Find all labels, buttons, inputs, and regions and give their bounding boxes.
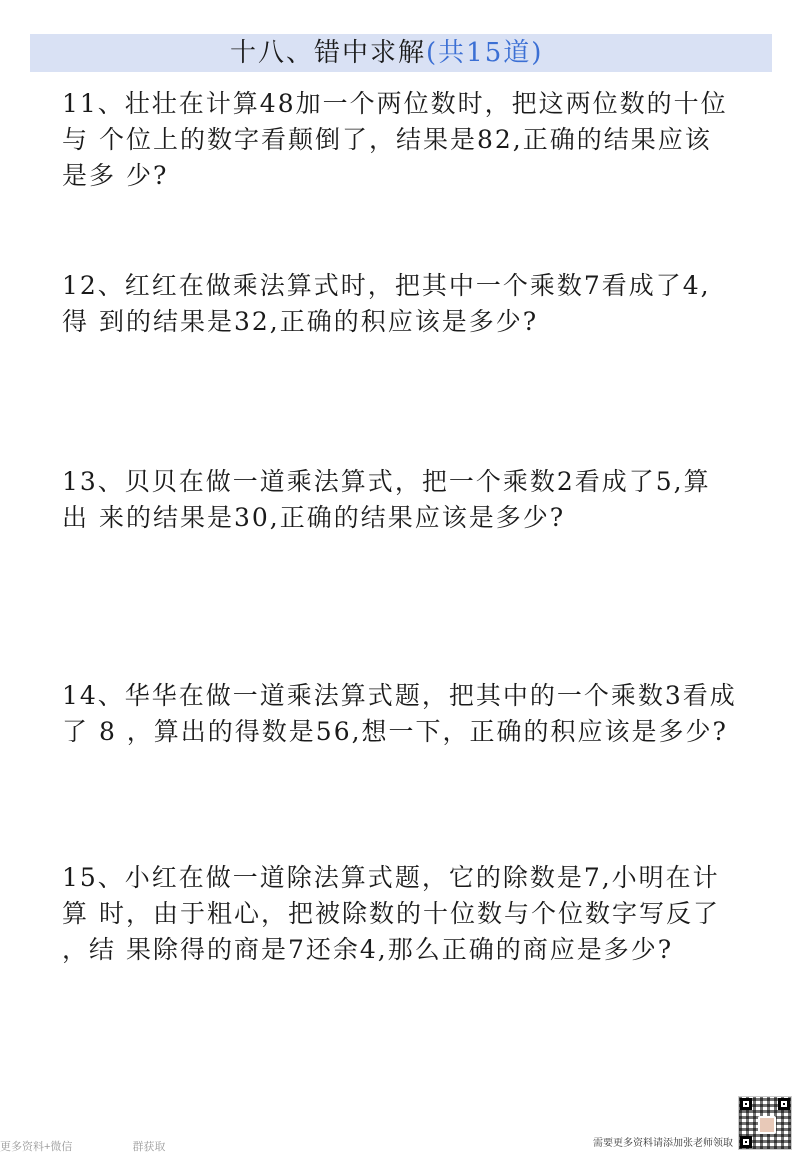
question-line: 是多 少?	[62, 161, 169, 190]
footer-left-text-a: 更多资料+微信	[0, 1141, 73, 1153]
title-count-text: (共15道)	[426, 38, 544, 68]
question-line: 了 8 ，算出的得数是56,想一下，正确的积应该是多少?	[62, 717, 728, 746]
question-11	[62, 86, 742, 194]
question-line: 得 到的结果是32,正确的积应该是多少?	[62, 307, 539, 336]
section-title-bar	[30, 34, 772, 72]
question-line: 11、壮壮在计算48加一个两位数时，把这两位数的十位	[62, 89, 728, 118]
question-14	[62, 678, 742, 750]
question-line: 14、华华在做一道乘法算式题，把其中的一个乘数3看成	[62, 681, 737, 710]
question-line: 12、红红在做乘法算式时，把其中一个乘数7看成了4,	[62, 271, 711, 300]
question-line: 15、小红在做一道除法算式题，它的除数是7,小明在计	[62, 863, 720, 892]
qr-code-icon	[738, 1096, 792, 1150]
footer-left-text-b: 群获取	[132, 1141, 166, 1153]
footer-right-note: 需要更多资料请添加张老师领取	[593, 1138, 733, 1149]
question-15	[62, 860, 742, 968]
question-line: 出 来的结果是30,正确的结果应该是多少?	[62, 503, 566, 532]
question-line: 与 个位上的数字看颠倒了，结果是82,正确的结果应该	[62, 125, 712, 154]
question-13	[62, 464, 742, 536]
question-line: 算 时，由于粗心，把被除数的十位数与个位数字写反了	[62, 899, 720, 928]
avatar	[758, 1116, 776, 1134]
question-line: ，结 果除得的商是7还余4,那么正确的商应是多少?	[62, 935, 674, 964]
question-line: 13、贝贝在做一道乘法算式，把一个乘数2看成了5,算	[62, 467, 711, 496]
question-12	[62, 268, 742, 340]
page-title	[230, 36, 543, 70]
footer-left-note	[0, 1138, 165, 1154]
title-main-text: 十八、错中求解	[230, 38, 427, 68]
